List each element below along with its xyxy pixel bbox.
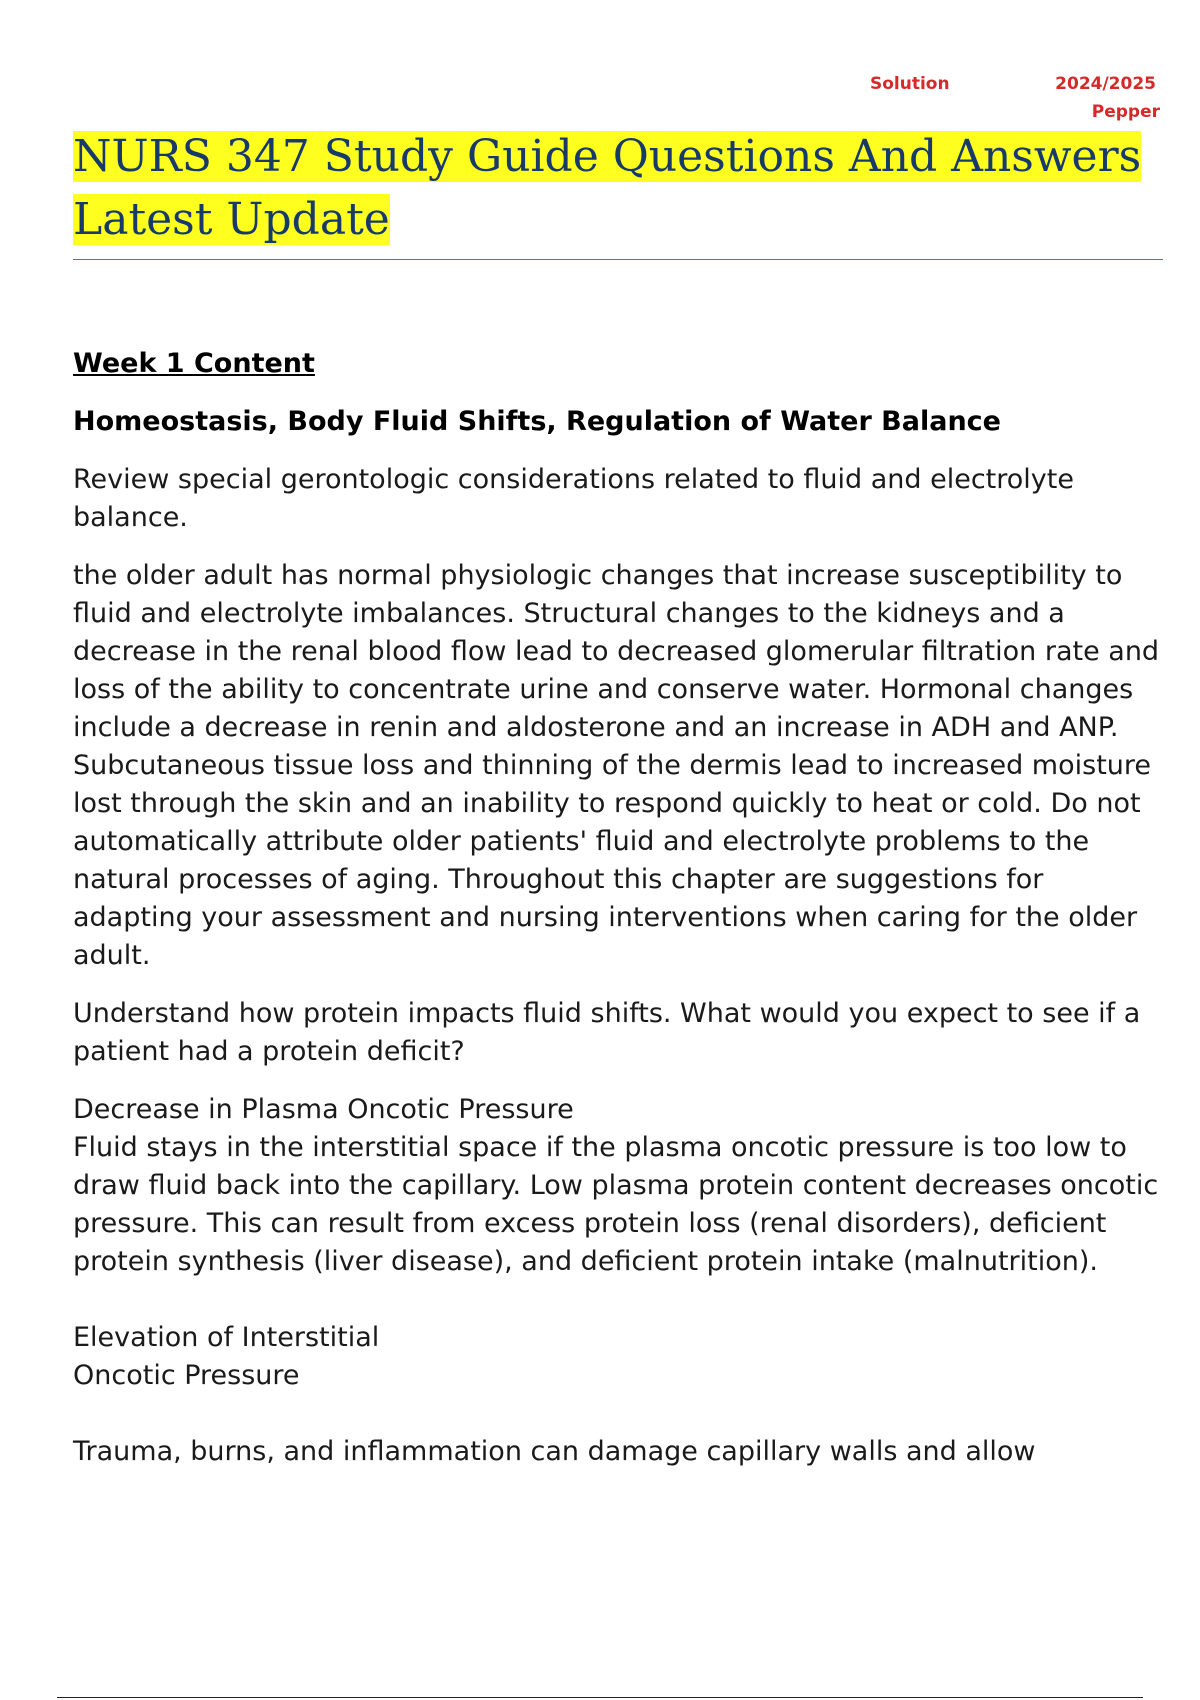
author-label: Pepper [1091, 102, 1160, 122]
document-title-text: NURS 347 Study Guide Questions And Answers Latest Update [73, 131, 1142, 245]
week-heading: Week 1 Content [73, 348, 315, 379]
solution-tag: Solution [870, 74, 950, 94]
title-block [73, 125, 1163, 260]
question-1: Review special gerontologic considerations related to fluid and electrolyte balance. [73, 464, 1074, 533]
footer-divider [57, 1697, 1143, 1698]
question-2: Understand how protein impacts fluid shifts. What would you expect to see if a patient had a protein deficit? [73, 998, 1141, 1067]
document-body [73, 345, 1163, 1491]
answer-2: Decrease in Plasma Oncotic Pressure Fluid stays in the interstitial space if the plasma oncotic pressure is too low to draw fluid back into the capillary. Low plasma protein content decreases oncotic pressure. This can result from excess protein loss (renal disorders), deficient protein synthesis (liver disease), and deficient protein intake (malnutrition). Elevation of Interstitial Oncotic Pressure Trauma, burns, and inflammation can damage capillary walls and allow [73, 1094, 1159, 1467]
answer-1: the older adult has normal physiologic changes that increase susceptibility to fluid and electrolyte imbalances. Structural changes to the kidneys and a decrease in the renal blood flow lead to decreased glomerular filtration rate and loss of the ability to concentrate urine and conserve water. Hormonal changes include a decrease in renin and aldosterone and an increase in ADH and ANP. Subcutaneous tissue loss and thinning of the dermis lead to increased moisture lost through the skin and an inability to respond quickly to heat or cold. Do not automatically attribute older patients' fluid and electrolyte problems to the natural processes of aging. Throughout this chapter are suggestions for adapting your assessment and nursing interventions when caring for the older adult. [73, 560, 1160, 971]
document-title [73, 125, 1163, 251]
section-heading: Homeostasis, Body Fluid Shifts, Regulation of Water Balance [73, 406, 1001, 437]
year-label: 2024/2025 [1055, 74, 1156, 94]
